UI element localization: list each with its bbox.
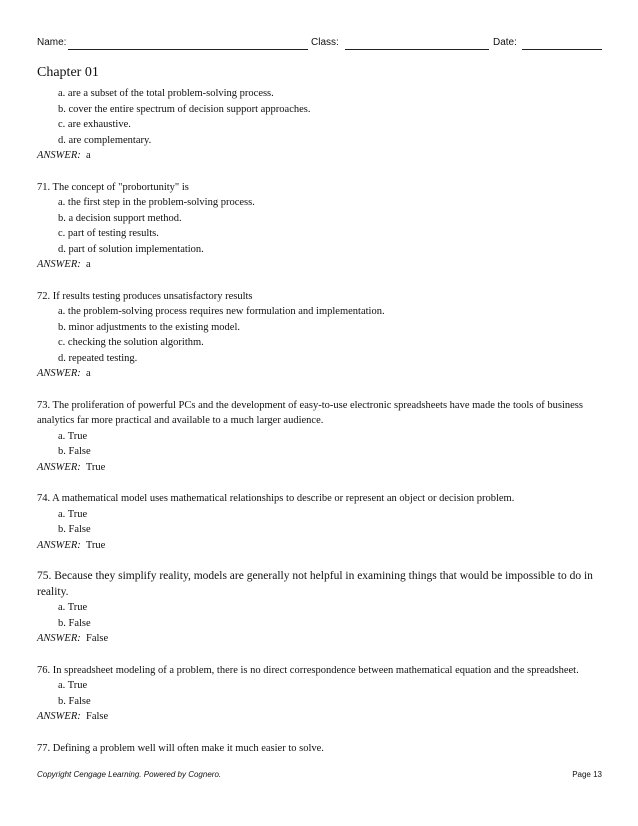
answer-line	[37, 148, 602, 164]
answer-value: True	[85, 461, 106, 473]
question-text: 73. The proliferation of powerful PCs and the development of easy-to-use electronic spreadsheets have made the tools of business analytics far more practical and available to a much larger audience.	[37, 399, 583, 426]
option: b. False	[58, 524, 91, 535]
answer-label: ANSWER:	[37, 368, 81, 379]
option: a. True	[58, 680, 88, 691]
question-list	[37, 86, 602, 756]
header-fields	[37, 37, 602, 51]
answer-line	[37, 366, 602, 382]
option: a. True	[58, 508, 88, 520]
date-blank-line	[522, 49, 602, 50]
class-blank-line	[345, 49, 489, 50]
page-number: Page 13	[572, 770, 602, 779]
copyright-text: Copyright Cengage Learning. Powered by Cognero.	[37, 770, 222, 779]
answer-value: a	[86, 150, 91, 161]
answer-value: a	[86, 259, 91, 270]
option: b. False	[58, 695, 91, 707]
answer-line	[37, 709, 602, 725]
option: a. True	[58, 430, 88, 442]
answer-line	[37, 257, 602, 273]
question-text: 77. Defining a problem well will often make it much easier to solve.	[37, 742, 324, 754]
answer-value: False	[86, 633, 109, 644]
question-77	[37, 741, 602, 757]
question-74	[37, 491, 602, 553]
answer-label: ANSWER:	[37, 259, 81, 270]
question-72	[37, 289, 602, 382]
answer-value: False	[86, 711, 109, 722]
answer-line	[37, 631, 602, 647]
question-73	[37, 398, 602, 476]
option: b. False	[58, 617, 91, 629]
name-blank-line	[68, 49, 308, 50]
chapter-title: Chapter 01	[37, 65, 99, 80]
option: b. False	[58, 446, 91, 457]
answer-label: ANSWER:	[37, 633, 81, 644]
answer-label: ANSWER:	[37, 539, 81, 551]
question-text: 76. In spreadsheet modeling of a problem, there is no direct correspondence between mathematical equation and the spreadsheet.	[37, 664, 579, 676]
option: c. are exhaustive.	[58, 119, 131, 130]
question-70	[37, 86, 602, 164]
option: a. are a subset of the total problem-solving process.	[58, 88, 274, 99]
option: d. part of solution implementation.	[58, 243, 204, 255]
option: b. cover the entire spectrum of decision support approaches.	[58, 103, 311, 115]
option: b. minor adjustments to the existing model.	[58, 321, 240, 333]
answer-line	[37, 538, 602, 554]
option: a. True	[58, 602, 88, 613]
page-footer	[37, 770, 602, 784]
question-text: 72. If results testing produces unsatisfactory results	[37, 290, 253, 302]
name-label: Name:	[37, 37, 67, 48]
question-text: 75. Because they simplify reality, models are generally not helpful in examining things that would be impossible to do in reality.	[37, 570, 593, 598]
option: c. checking the solution algorithm.	[58, 337, 204, 348]
option: a. the first step in the problem-solving process.	[58, 197, 255, 208]
option: c. part of testing results.	[58, 228, 159, 239]
answer-value: a	[86, 368, 91, 379]
class-label: Class:	[311, 37, 339, 48]
question-text: 71. The concept of "probortunity" is	[37, 181, 189, 193]
question-75	[37, 569, 602, 647]
option: d. repeated testing.	[58, 352, 138, 364]
question-text: 74. A mathematical model uses mathematical relationships to describe or represent an object or decision problem.	[37, 493, 515, 504]
answer-label: ANSWER:	[37, 150, 81, 161]
question-76	[37, 663, 602, 725]
option: d. are complementary.	[58, 134, 152, 146]
answer-label: ANSWER:	[37, 461, 81, 473]
question-71	[37, 180, 602, 273]
option: a. the problem-solving process requires new formulation and implementation.	[58, 306, 385, 317]
answer-line	[37, 460, 602, 476]
answer-value: True	[85, 539, 106, 551]
option: b. a decision support method.	[58, 212, 182, 224]
date-label: Date:	[493, 37, 517, 48]
answer-label: ANSWER:	[37, 711, 81, 722]
